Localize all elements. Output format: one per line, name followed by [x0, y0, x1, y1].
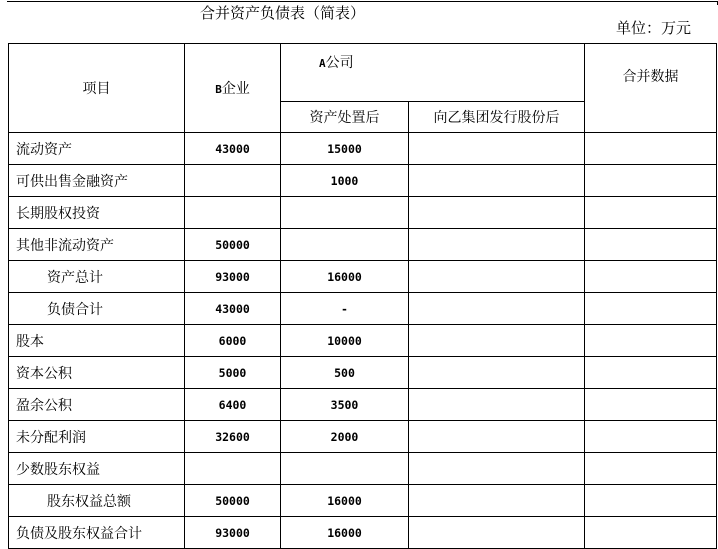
row-item-label: 可供出售金融资产: [9, 165, 185, 197]
row-merged-value: [585, 197, 717, 229]
row-merged-value: [585, 133, 717, 165]
row-a2-value: [409, 261, 585, 293]
row-b-value: 43000: [185, 293, 281, 325]
row-item-label: 少数股东权益: [9, 453, 185, 485]
table-row: [9, 453, 717, 485]
row-a2-value: [409, 325, 585, 357]
header-a-letter: A: [319, 57, 326, 70]
row-merged-value: [585, 165, 717, 197]
header-b-letter: B: [215, 83, 222, 96]
table-row: [9, 165, 717, 197]
header-merged: [585, 44, 717, 133]
table-row: [9, 485, 717, 517]
header-a-sub1: 资产处置后: [281, 102, 409, 133]
table-row: [9, 421, 717, 453]
row-a-value: 15000: [281, 133, 409, 165]
table-row: [9, 197, 717, 229]
row-b-value: [185, 197, 281, 229]
row-b-value: 50000: [185, 485, 281, 517]
row-a2-value: [409, 197, 585, 229]
row-merged-value: [585, 357, 717, 389]
row-item-label: 长期股权投资: [9, 197, 185, 229]
header-b-company: [185, 44, 281, 133]
row-b-value: [185, 453, 281, 485]
row-item-label: 资本公积: [9, 357, 185, 389]
header-a-sub2: 向乙集团发行股份后: [409, 102, 585, 133]
row-a-value: 16000: [281, 517, 409, 549]
row-a2-value: [409, 293, 585, 325]
table-row: [9, 133, 717, 165]
row-item-label: 股东权益总额: [9, 485, 185, 517]
unit-label: 单位：万元: [616, 19, 692, 37]
row-a2-value: [409, 389, 585, 421]
row-item-label: 负债合计: [9, 293, 185, 325]
row-item-label: 未分配利润: [9, 421, 185, 453]
table-row: [9, 517, 717, 549]
row-a-value: 16000: [281, 485, 409, 517]
row-a-value: 2000: [281, 421, 409, 453]
row-merged-value: [585, 517, 717, 549]
row-a-value: [281, 229, 409, 261]
row-a-value: 500: [281, 357, 409, 389]
balance-sheet-table: [8, 43, 717, 549]
row-a-value: [281, 453, 409, 485]
row-a2-value: [409, 357, 585, 389]
row-a2-value: [409, 453, 585, 485]
header-a-text: 公司: [325, 55, 354, 71]
row-merged-value: [585, 261, 717, 293]
row-a-value: -: [281, 293, 409, 325]
table-row: [9, 293, 717, 325]
row-merged-value: [585, 325, 717, 357]
page-title: 合并资产负债表（简表）: [200, 4, 366, 22]
row-item-label: 其他非流动资产: [9, 229, 185, 261]
row-a2-value: [409, 133, 585, 165]
header-a-company: [281, 44, 585, 102]
row-merged-value: [585, 453, 717, 485]
row-b-value: 93000: [185, 261, 281, 293]
row-a2-value: [409, 485, 585, 517]
row-a-value: 10000: [281, 325, 409, 357]
header-item-label: 项目: [82, 81, 111, 97]
row-a-value: 1000: [281, 165, 409, 197]
row-b-value: [185, 165, 281, 197]
row-b-value: 6400: [185, 389, 281, 421]
table-row: [9, 261, 717, 293]
row-b-value: 6000: [185, 325, 281, 357]
table-row: [9, 389, 717, 421]
row-b-value: 32600: [185, 421, 281, 453]
row-b-value: 43000: [185, 133, 281, 165]
row-item-label: 盈余公积: [9, 389, 185, 421]
row-a2-value: [409, 517, 585, 549]
header-merged-label: 合并数据: [622, 69, 679, 85]
header-row-top: [9, 44, 717, 102]
row-merged-value: [585, 293, 717, 325]
row-b-value: 5000: [185, 357, 281, 389]
table-row: [9, 357, 717, 389]
row-merged-value: [585, 389, 717, 421]
row-merged-value: [585, 421, 717, 453]
row-item-label: 流动资产: [9, 133, 185, 165]
header-item: [9, 44, 185, 133]
row-a-value: 16000: [281, 261, 409, 293]
row-a-value: 3500: [281, 389, 409, 421]
row-merged-value: [585, 229, 717, 261]
table-row: [9, 229, 717, 261]
row-b-value: 93000: [185, 517, 281, 549]
header-b-text: 企业: [221, 81, 250, 97]
row-b-value: 50000: [185, 229, 281, 261]
row-item-label: 负债及股东权益合计: [9, 517, 185, 549]
row-a2-value: [409, 421, 585, 453]
table-row: [9, 325, 717, 357]
row-merged-value: [585, 485, 717, 517]
row-a2-value: [409, 165, 585, 197]
row-a2-value: [409, 229, 585, 261]
row-a-value: [281, 197, 409, 229]
row-item-label: 股本: [9, 325, 185, 357]
row-item-label: 资产总计: [9, 261, 185, 293]
